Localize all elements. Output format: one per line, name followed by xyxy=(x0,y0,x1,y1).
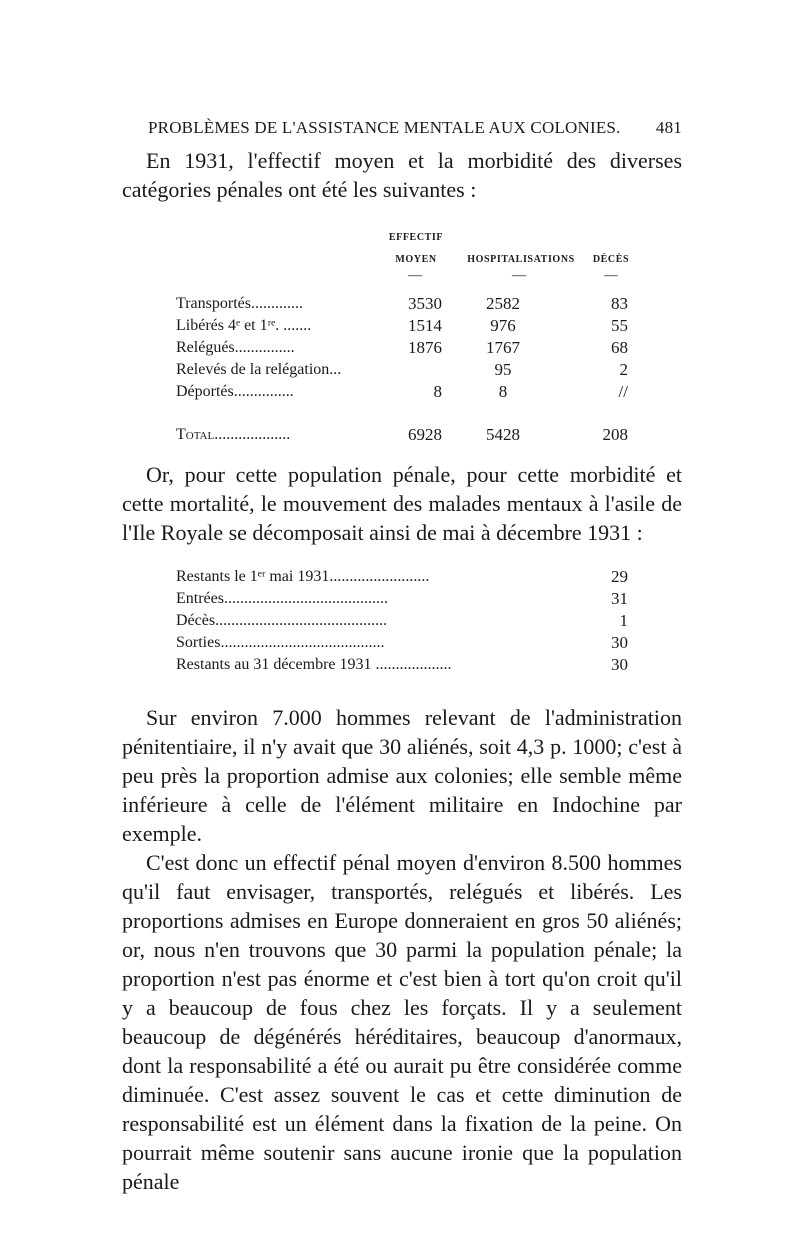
row-label: Déportés............... xyxy=(176,383,294,400)
movement-value: 30 xyxy=(611,655,628,674)
intro-paragraph: En 1931, l'effectif moyen et la morbidité des diverses catégories pénales ont été les suivantes : xyxy=(122,148,682,202)
cell-effectif: 8 xyxy=(433,382,442,401)
row-label: Libérés 4ᵉ et 1ʳᵉ. ....... xyxy=(176,317,312,334)
cell-effectif: 1514 xyxy=(408,316,442,335)
header-dash-effectif: — xyxy=(408,268,422,283)
movement-label: Restants le 1ᵉʳ mai 1931......................... xyxy=(176,568,430,585)
movement-value: 1 xyxy=(619,611,628,630)
row-label: Relégués............... xyxy=(176,339,295,356)
cell-hospitalisations: 1767 xyxy=(486,338,520,357)
row-label: Transportés............. xyxy=(176,295,303,312)
total-label: Total................... xyxy=(176,426,291,443)
row-label: Relevés de la relégation... xyxy=(176,361,342,378)
cell-deces: // xyxy=(618,382,628,401)
cell-deces: 68 xyxy=(611,338,628,357)
header-deces: DÉCÈS xyxy=(592,254,630,265)
movement-label: Sorties......................................... xyxy=(176,634,385,651)
paragraph-4: C'est donc un effectif pénal moyen d'environ 8.500 hommes qu'il faut envisager, transportés, relégués et libérés. Les proportions admises en Europe donneraient en gros 50 aliénés; or, nous n'en trouvons que 30 parmi la population pénale; la proportion n'est pas énorme et c'est bien à tort qu'on croit qu'il y a beaucoup de fous chez les forçats. Il y a seulement beaucoup de dégénérés héréditaires, beaucoup d'anormaux, dont la responsabilité a été ou aurait pu être considérée comme diminuée. C'est assez souvent le cas et cette diminution de responsabilité est un élément dans la fixation de la peine. On pourrait même soutenir sans aucune ironie que la population pénale xyxy=(122,850,682,1194)
movement-value: 30 xyxy=(611,633,628,652)
movement-label: Décès........................................... xyxy=(176,612,388,629)
total-deces: 208 xyxy=(602,425,628,444)
header-effectif-line2: MOYEN xyxy=(395,254,437,265)
middle-paragraph: Or, pour cette population pénale, pour cette morbidité et cette mortalité, le mouvement des malades mentaux à l'asile de l'Ile Royale se décomposait ainsi de mai à décembre 1931 : xyxy=(122,462,682,545)
paragraph-3: Sur environ 7.000 hommes relevant de l'administration pénitentiaire, il n'y avait que 30 aliénés, soit 4,3 p. 1000; c'est à peu près la proportion admise aux colonies; elle semble même inférieure à celle de l'élément militaire en Indochine par exemple. xyxy=(122,705,682,846)
cell-deces: 2 xyxy=(619,360,628,379)
cell-effectif: 1876 xyxy=(408,338,442,357)
header-dash-hospitalisations: — xyxy=(512,268,526,283)
movement-label: Entrées......................................... xyxy=(176,590,388,607)
cell-hospitalisations: 2582 xyxy=(486,294,520,313)
cell-deces: 55 xyxy=(611,316,628,335)
cell-deces: 83 xyxy=(611,294,628,313)
movement-label: Restants au 31 décembre 1931 ................... xyxy=(176,656,452,673)
running-head xyxy=(148,118,682,138)
total-hospitalisations: 5428 xyxy=(486,425,520,444)
header-hospitalisations: HOSPITALISATIONS xyxy=(467,254,575,265)
running-head-title: PROBLÈMES DE L'ASSISTANCE MENTALE AUX COLONIES. xyxy=(148,118,621,137)
movement-value: 29 xyxy=(611,567,628,586)
cell-hospitalisations: 976 xyxy=(490,316,516,335)
cell-hospitalisations: 95 xyxy=(494,360,512,379)
header-dash-deces: — xyxy=(604,268,618,283)
cell-effectif: 3530 xyxy=(408,294,442,313)
cell-hospitalisations: 8 xyxy=(498,382,508,401)
page-number: 481 xyxy=(655,118,682,137)
header-effectif-line1: EFFECTIF xyxy=(388,232,444,243)
total-effectif: 6928 xyxy=(408,425,442,444)
movement-value: 31 xyxy=(611,589,628,608)
